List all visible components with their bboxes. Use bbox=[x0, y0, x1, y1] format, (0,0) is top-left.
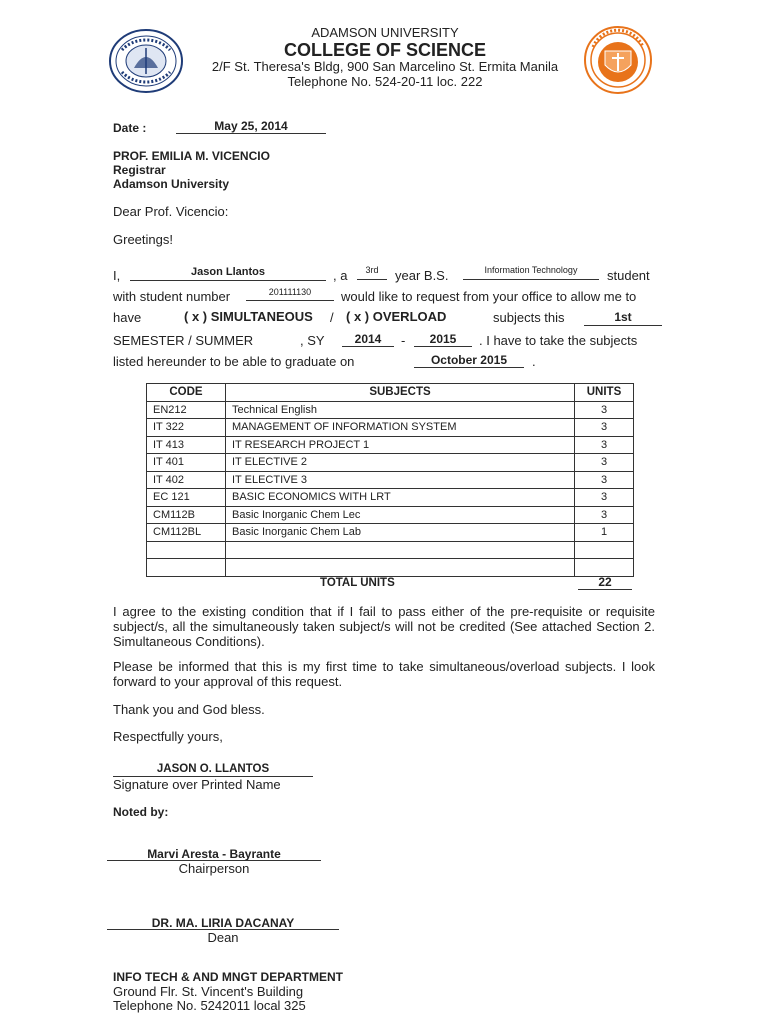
body-subjects-this: subjects this bbox=[493, 310, 565, 325]
footer-department: INFO TECH & AND MNGT DEPARTMENT bbox=[113, 970, 343, 984]
body-would-like: would like to request from your office to allow me to bbox=[341, 289, 637, 304]
date-value: May 25, 2014 bbox=[176, 119, 326, 134]
units-cell bbox=[575, 559, 634, 577]
code-cell: CM112BL bbox=[147, 524, 226, 542]
recipient-org: Adamson University bbox=[113, 177, 230, 191]
units-cell: 3 bbox=[575, 454, 634, 472]
units-header: UNITS bbox=[575, 384, 634, 402]
body-student-word: student bbox=[607, 268, 650, 283]
student-name-field: Jason Llantos bbox=[130, 266, 326, 281]
code-cell: IT 413 bbox=[147, 436, 226, 454]
right-seal-icon bbox=[583, 25, 653, 95]
table-row bbox=[147, 454, 634, 472]
body-sy: , SY bbox=[300, 333, 325, 348]
body-semester-summer: SEMESTER / SUMMER bbox=[113, 333, 254, 348]
table-row-empty bbox=[147, 559, 634, 577]
subject-cell: Basic Inorganic Chem Lab bbox=[226, 524, 575, 542]
units-cell: 3 bbox=[575, 401, 634, 419]
code-cell: CM112B bbox=[147, 506, 226, 524]
table-row bbox=[147, 524, 634, 542]
body-have: have bbox=[113, 310, 142, 325]
units-cell: 3 bbox=[575, 471, 634, 489]
program-field: Information Technology bbox=[463, 265, 599, 280]
respectfully-line: Respectfully yours, bbox=[113, 729, 223, 744]
date-label: Date : bbox=[113, 121, 147, 135]
dean-caption: Dean bbox=[207, 930, 239, 945]
footer-building: Ground Flr. St. Vincent's Building bbox=[113, 984, 304, 999]
table-row bbox=[147, 506, 634, 524]
simultaneous-check: ( x ) SIMULTANEOUS bbox=[184, 309, 313, 324]
code-cell: IT 322 bbox=[147, 419, 226, 437]
units-cell: 3 bbox=[575, 419, 634, 437]
table-row bbox=[147, 436, 634, 454]
subject-cell bbox=[226, 559, 575, 577]
semester-field: 1st bbox=[584, 310, 662, 326]
code-cell bbox=[147, 541, 226, 559]
graduation-date-field: October 2015 bbox=[414, 353, 524, 368]
recipient-name: PROF. EMILIA M. VICENCIO bbox=[113, 149, 270, 163]
body-year-bs: year B.S. bbox=[395, 268, 449, 283]
footer-telephone: Telephone No. 5242011 local 325 bbox=[113, 998, 306, 1013]
dean-name: DR. MA. LIRIA DACANAY bbox=[151, 916, 295, 930]
body-comma-a: , a bbox=[333, 268, 348, 283]
student-signature-caption: Signature over Printed Name bbox=[113, 777, 281, 792]
table-row bbox=[147, 419, 634, 437]
body-listed-hereunder: listed hereunder to be able to graduate on bbox=[113, 354, 355, 369]
table-header-row bbox=[147, 384, 634, 402]
code-cell: EN212 bbox=[147, 401, 226, 419]
subject-cell: IT ELECTIVE 3 bbox=[226, 471, 575, 489]
body-slash: / bbox=[330, 310, 334, 325]
greeting: Greetings! bbox=[113, 232, 173, 247]
units-cell: 3 bbox=[575, 506, 634, 524]
subject-cell: Basic Inorganic Chem Lec bbox=[226, 506, 575, 524]
units-cell: 1 bbox=[575, 524, 634, 542]
body-with-student-number: with student number bbox=[113, 289, 231, 304]
total-units-value: 22 bbox=[578, 575, 632, 590]
body-period: . bbox=[532, 354, 536, 369]
salutation: Dear Prof. Vicencio: bbox=[113, 204, 229, 219]
subjects-header: SUBJECTS bbox=[226, 384, 575, 402]
student-number-field: 201111130 bbox=[246, 287, 334, 301]
table-row bbox=[147, 471, 634, 489]
code-cell: IT 402 bbox=[147, 471, 226, 489]
total-units-label: TOTAL UNITS bbox=[320, 577, 395, 589]
left-seal-icon bbox=[108, 28, 184, 94]
inform-paragraph: Please be informed that this is my first time to take simultaneous/overload subjects. I look forward to your approval of this request. bbox=[113, 659, 655, 689]
subject-cell: MANAGEMENT OF INFORMATION SYSTEM bbox=[226, 419, 575, 437]
subject-cell: BASIC ECONOMICS WITH LRT bbox=[226, 489, 575, 507]
university-name: ADAMSON UNIVERSITY bbox=[311, 25, 459, 40]
units-cell: 3 bbox=[575, 489, 634, 507]
thanks-line: Thank you and God bless. bbox=[113, 702, 265, 717]
subject-cell: IT ELECTIVE 2 bbox=[226, 454, 575, 472]
college-name: COLLEGE OF SCIENCE bbox=[283, 40, 487, 60]
sy-end-field: 2015 bbox=[414, 332, 472, 347]
units-cell bbox=[575, 541, 634, 559]
code-cell bbox=[147, 559, 226, 577]
code-cell: IT 401 bbox=[147, 454, 226, 472]
college-address: 2/F St. Theresa's Bldg, 900 San Marcelino St. Ermita Manila bbox=[211, 59, 559, 74]
body-i: I, bbox=[113, 268, 121, 283]
subject-cell: Technical English bbox=[226, 401, 575, 419]
college-telephone: Telephone No. 524-20-11 loc. 222 bbox=[287, 74, 483, 89]
table-row-empty bbox=[147, 541, 634, 559]
agree-paragraph: I agree to the existing condition that if I fail to pass either of the pre-requisite or requisite subject/s, all the simultaneously taken subject/s will not be credited (See attached Section 2. Simultaneous Conditions). bbox=[113, 604, 655, 649]
student-signature-name: JASON O. LLANTOS bbox=[156, 763, 270, 775]
sy-start-field: 2014 bbox=[342, 332, 394, 347]
body-have-to-take: . I have to take the subjects bbox=[479, 333, 638, 348]
subjects-table bbox=[146, 383, 634, 577]
chair-name: Marvi Aresta - Bayrante bbox=[147, 847, 281, 861]
table-row bbox=[147, 489, 634, 507]
units-cell: 3 bbox=[575, 436, 634, 454]
table-row bbox=[147, 401, 634, 419]
subject-cell: IT RESEARCH PROJECT 1 bbox=[226, 436, 575, 454]
chair-caption: Chairperson bbox=[178, 861, 250, 876]
year-field: 3rd bbox=[357, 265, 387, 280]
body-dash: - bbox=[401, 333, 406, 348]
recipient-title: Registrar bbox=[113, 163, 166, 177]
overload-check: ( x ) OVERLOAD bbox=[346, 309, 447, 324]
subject-cell bbox=[226, 541, 575, 559]
code-header: CODE bbox=[147, 384, 226, 402]
noted-by-label: Noted by: bbox=[113, 805, 169, 819]
code-cell: EC 121 bbox=[147, 489, 226, 507]
